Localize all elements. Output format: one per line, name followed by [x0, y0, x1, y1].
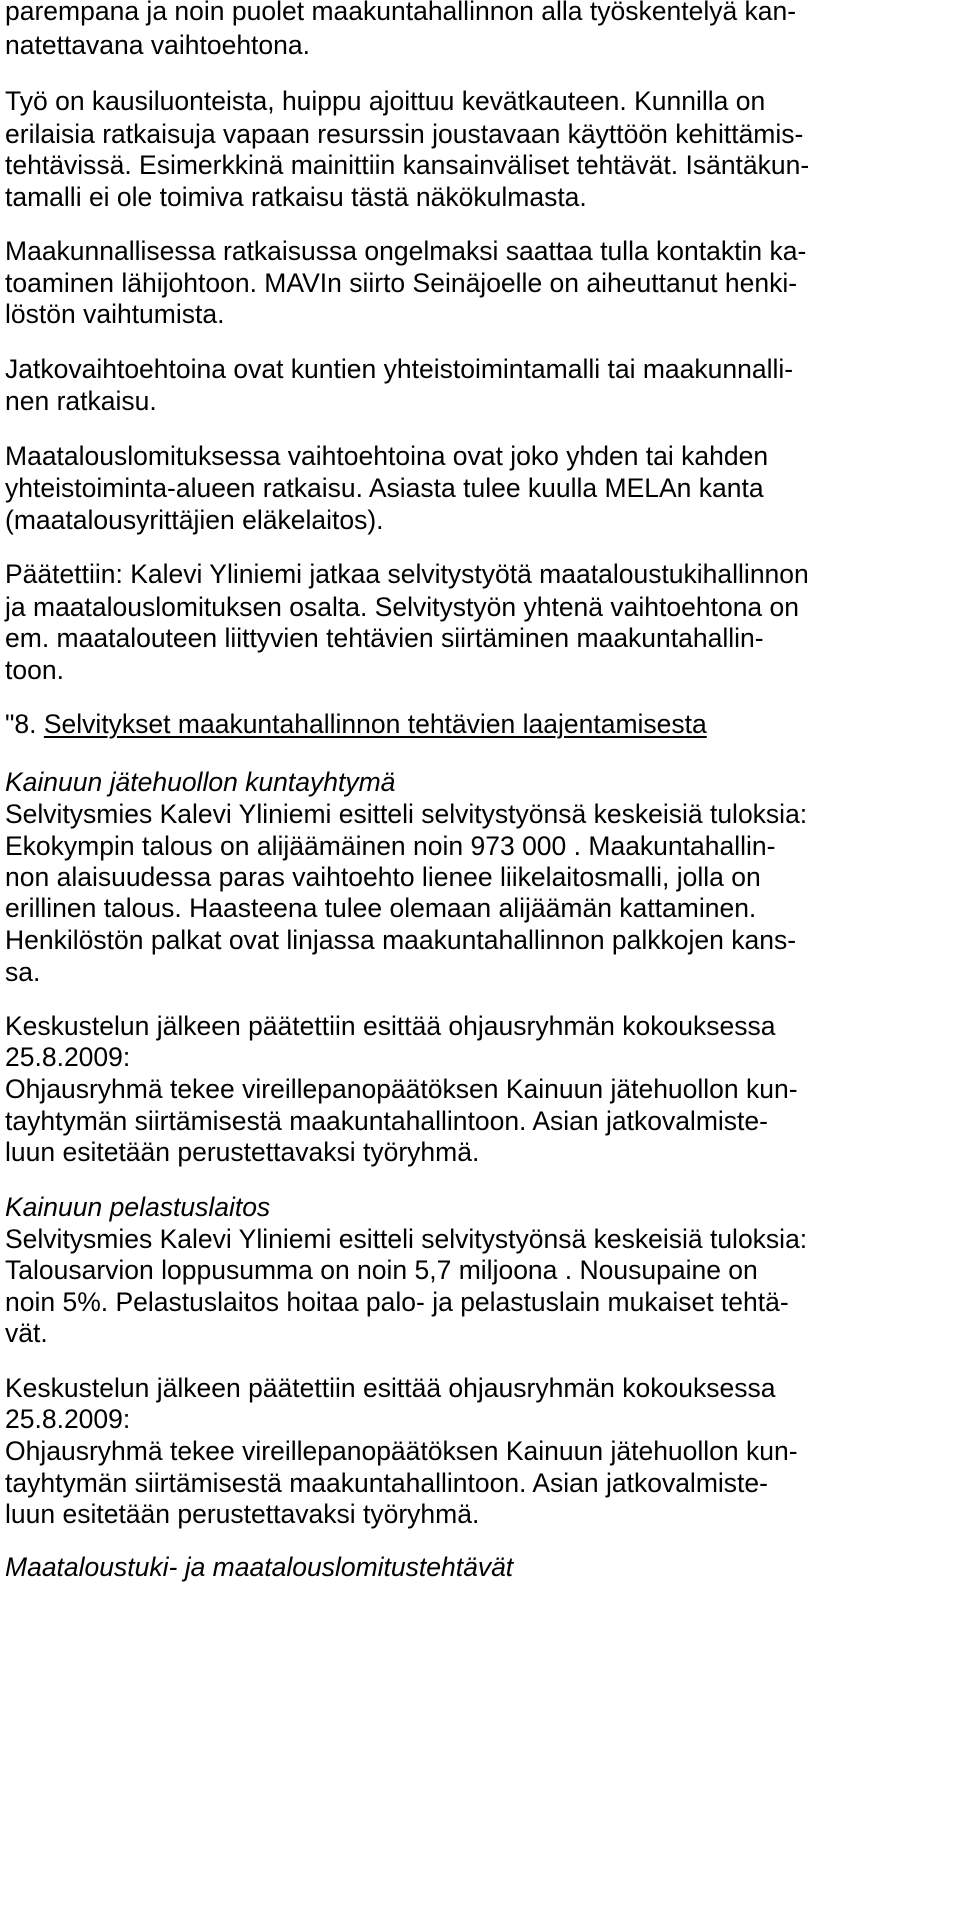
text-line: parempana ja noin puolet maakuntahallinnon alla työskentelyä kan-	[5, 0, 797, 26]
text-line: vät.	[5, 1318, 48, 1348]
text-line: 25.8.2009:	[5, 1404, 131, 1434]
text-line: toaminen lähijohtoon. MAVIn siirto Seinäjoelle on aiheuttanut henki-	[5, 268, 798, 298]
text-line: Maakunnallisessa ratkaisussa ongelmaksi saattaa tulla kontaktin ka-	[5, 236, 807, 266]
text-line: sa.	[5, 957, 41, 987]
text-line: luun esitetään perustettavaksi työryhmä.	[5, 1137, 480, 1167]
subsection-heading: Maataloustuki- ja maatalouslomitustehtävät	[5, 1552, 514, 1582]
text-line: ja maatalouslomituksen osalta. Selvitystyön yhtenä vaihtoehtona on	[5, 592, 800, 622]
text-line: Talousarvion loppusumma on noin 5,7 miljoona . Nousupaine on	[5, 1255, 758, 1285]
text-line: Ohjausryhmä tekee vireillepanopäätöksen Kainuun jätehuollon kun-	[5, 1436, 798, 1466]
text-line: tayhtymän siirtämisestä maakuntahallintoon. Asian jatkovalmiste-	[5, 1106, 768, 1136]
text-line: Ekokympin talous on alijäämäinen noin 973 000 . Maakuntahallin-	[5, 831, 776, 861]
text-line: Maatalouslomituksessa vaihtoehtoina ovat joko yhden tai kahden	[5, 441, 769, 471]
text-line: nen ratkaisu.	[5, 386, 157, 416]
section-heading-prefix: "8.	[5, 709, 44, 739]
text-line: 25.8.2009:	[5, 1042, 131, 1072]
text-line: Ohjausryhmä tekee vireillepanopäätöksen Kainuun jätehuollon kun-	[5, 1074, 798, 1104]
text-line: erillinen talous. Haasteena tulee olemaan alijäämän kattaminen.	[5, 893, 757, 923]
text-line: löstön vaihtumista.	[5, 299, 225, 329]
text-line: Päätettiin: Kalevi Yliniemi jatkaa selvitystyötä maataloustukihallinnon	[5, 559, 809, 589]
text-line: tayhtymän siirtämisestä maakuntahallintoon. Asian jatkovalmiste-	[5, 1468, 768, 1498]
text-line: erilaisia ratkaisuja vapaan resurssin joustavaan käyttöön kehittämis-	[5, 119, 804, 149]
text-line: em. maatalouteen liittyvien tehtävien siirtäminen maakuntahallin-	[5, 623, 764, 653]
text-line: natettavana vaihtoehtona.	[5, 30, 310, 60]
text-line: non alaisuudessa paras vaihtoehto lienee liikelaitosmalli, jolla on	[5, 862, 761, 892]
text-line: Jatkovaihtoehtoina ovat kuntien yhteistoimintamalli tai maakunnalli-	[5, 354, 794, 384]
text-line: Henkilöstön palkat ovat linjassa maakuntahallinnon palkkojen kans-	[5, 925, 797, 955]
text-line: Keskustelun jälkeen päätettiin esittää ohjausryhmän kokouksessa	[5, 1373, 776, 1403]
section-heading-title: Selvitykset maakuntahallinnon tehtävien laajentamisesta	[43, 709, 707, 739]
text-line: luun esitetään perustettavaksi työryhmä.	[5, 1499, 480, 1529]
text-line: (maatalousyrittäjien eläkelaitos).	[5, 505, 384, 535]
text-line: Työ on kausiluonteista, huippu ajoittuu kevätkauteen. Kunnilla on	[5, 86, 766, 116]
text-line: Selvitysmies Kalevi Yliniemi esitteli selvitystyönsä keskeisiä tuloksia:	[5, 799, 808, 829]
subsection-heading: Kainuun jätehuollon kuntayhtymä	[5, 767, 396, 797]
subsection-heading: Kainuun pelastuslaitos	[5, 1192, 271, 1222]
text-line: tamalli ei ole toimiva ratkaisu tästä näkökulmasta.	[5, 182, 587, 212]
text-line: Keskustelun jälkeen päätettiin esittää ohjausryhmän kokouksessa	[5, 1011, 776, 1041]
text-line: Selvitysmies Kalevi Yliniemi esitteli selvitystyönsä keskeisiä tuloksia:	[5, 1224, 808, 1254]
text-line: noin 5%. Pelastuslaitos hoitaa palo- ja pelastuslain mukaiset tehtä-	[5, 1287, 789, 1317]
section-heading	[5, 707, 707, 741]
text-line: toon.	[5, 655, 64, 685]
text-line: yhteistoiminta-alueen ratkaisu. Asiasta tulee kuulla MELAn kanta	[5, 473, 764, 503]
text-line: tehtävissä. Esimerkkinä mainittiin kansainväliset tehtävät. Isäntäkun-	[5, 150, 810, 180]
